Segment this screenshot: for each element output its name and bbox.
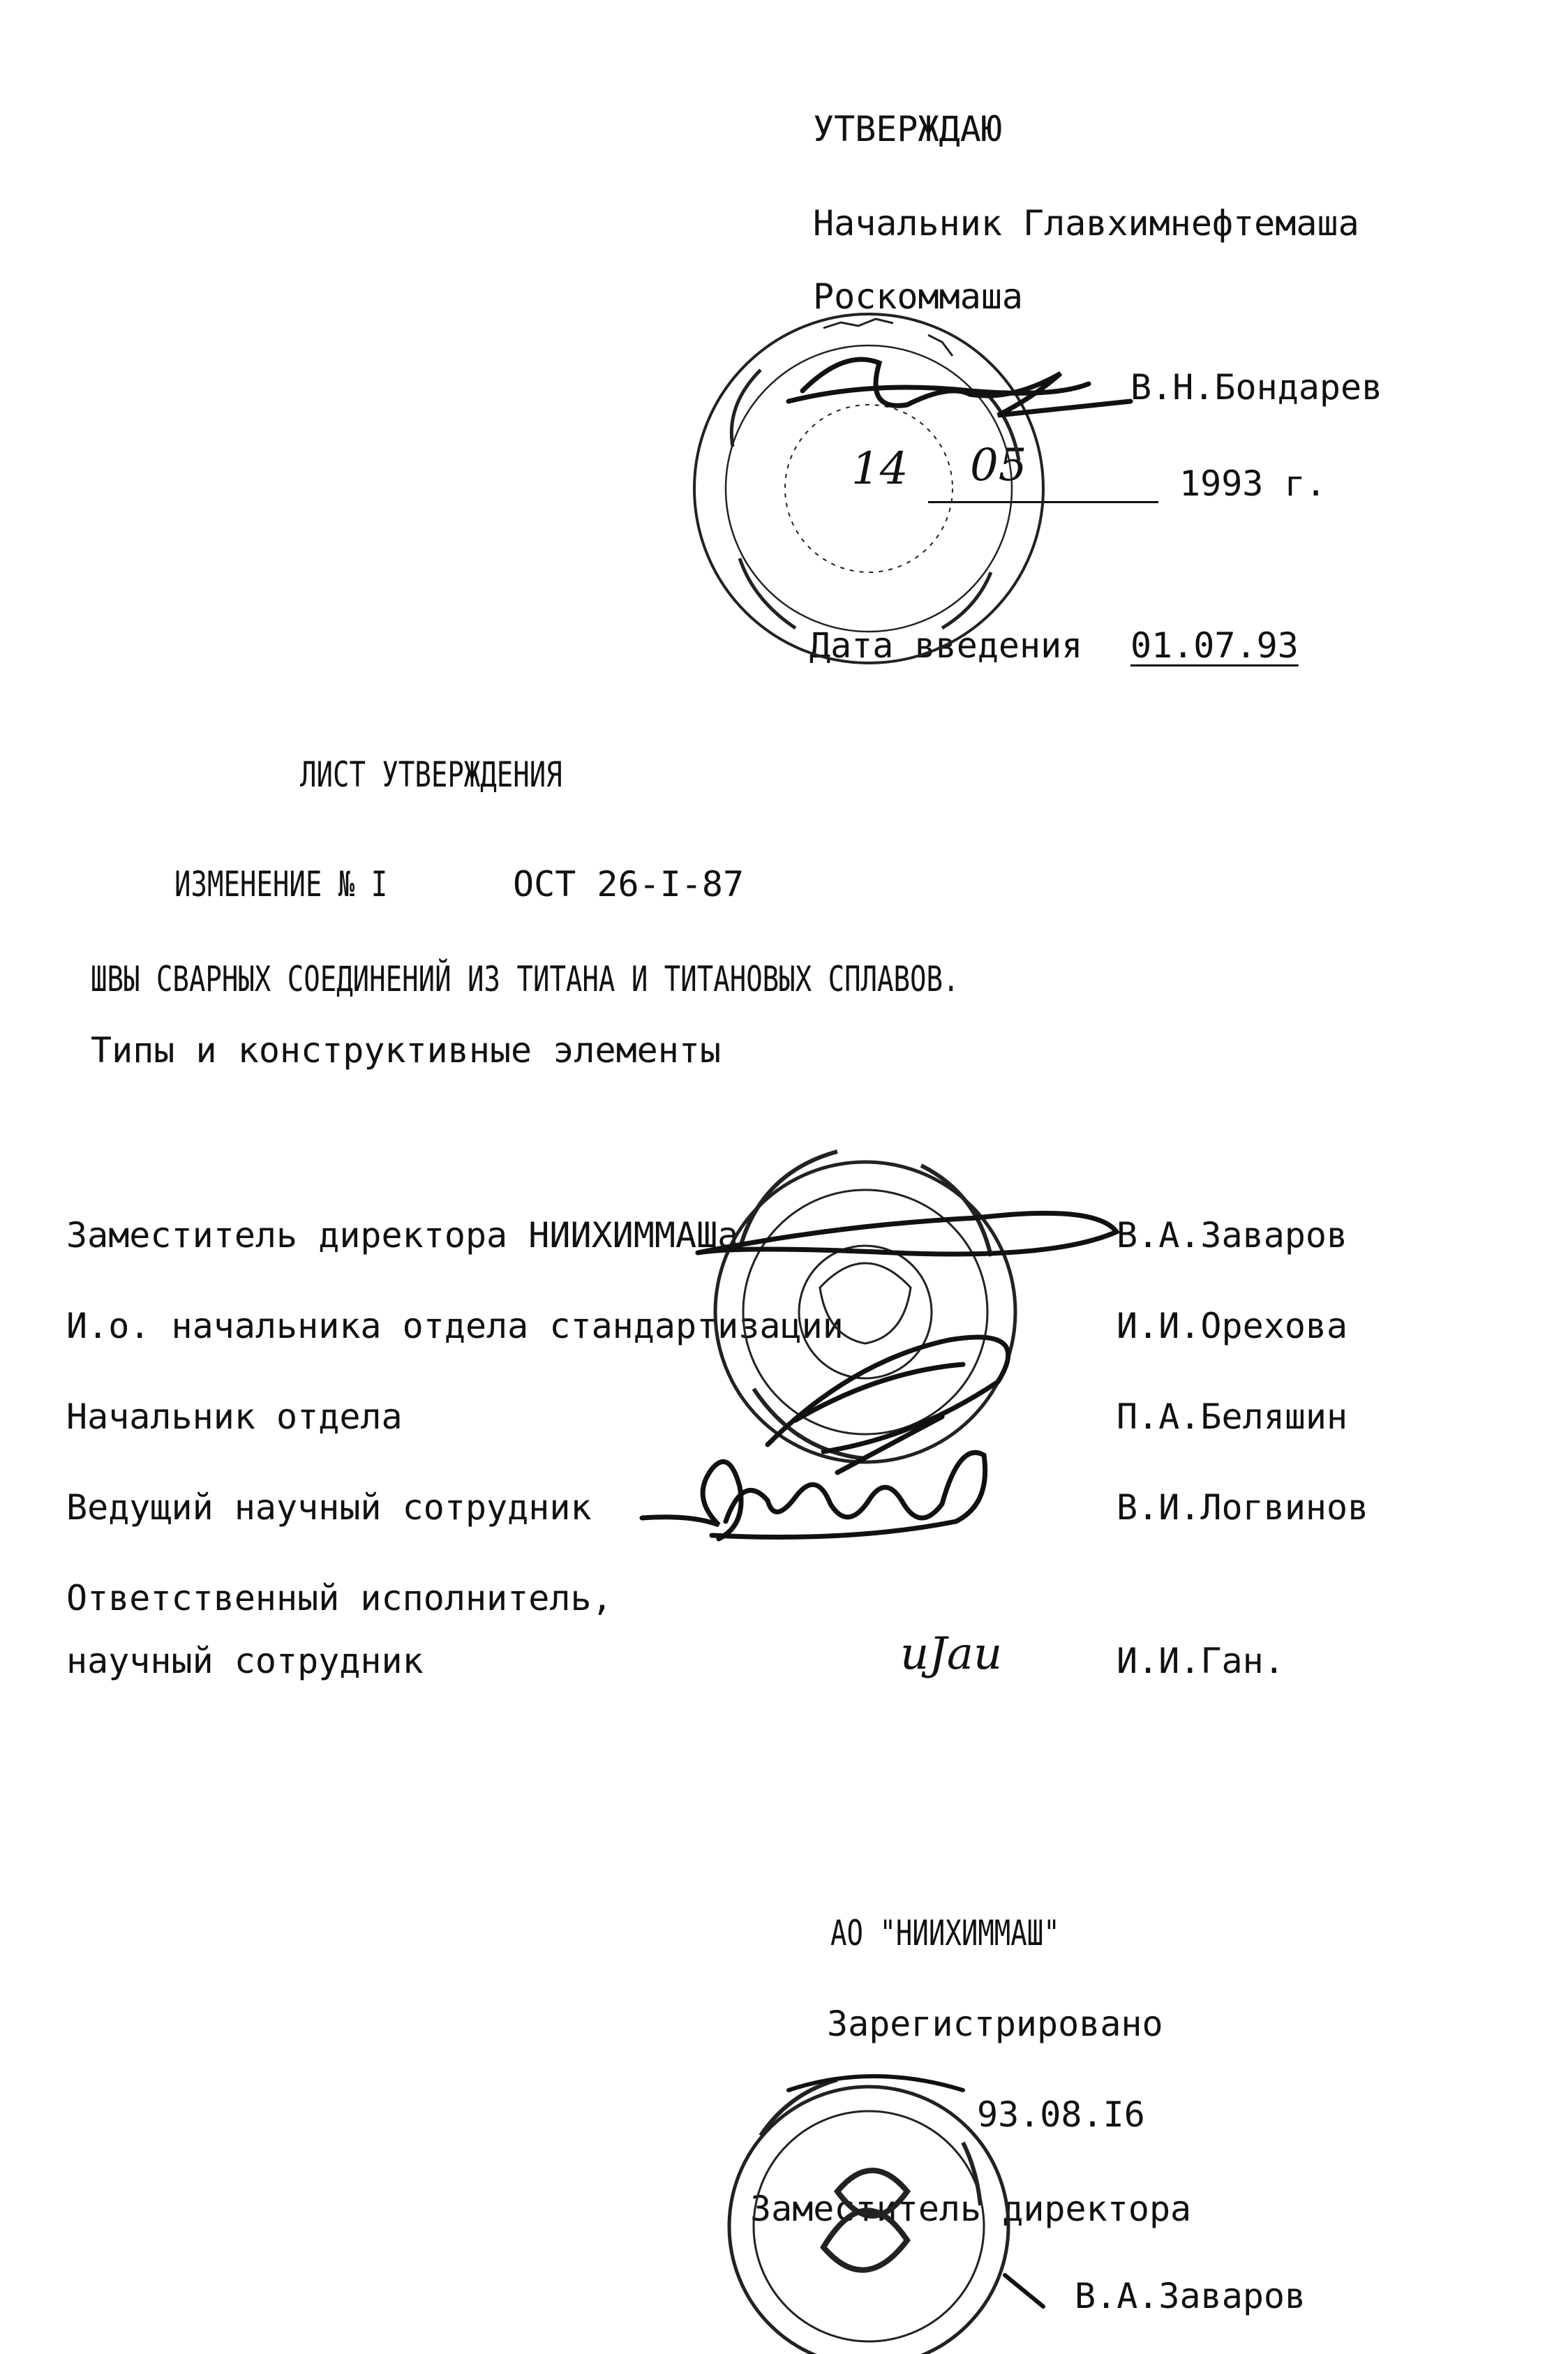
approval-year: 1993 г. [1179,463,1327,504]
approval-date-month: 05 [970,440,1027,491]
signatory-role: Заместитель директора НИИХИММАШа [66,1215,739,1256]
effective-date-label: Дата введения [809,625,1083,666]
approver-signature [789,359,1130,415]
lead-researcher-signature [642,1452,985,1539]
approval-position-line2: Роскоммаша [813,276,1024,317]
approval-date-day: 14 [851,443,909,495]
registration-org: АО "НИИХИММАШ" [830,1913,1060,1953]
signatory-name: П.А.Беляшин [1117,1396,1348,1437]
effective-date: 01.07.93 [1130,625,1299,666]
handwritten-signature: uJau [900,1628,1003,1680]
change-label: ИЗМЕНЕНИЕ № I [174,864,388,904]
approval-date-line [928,501,1158,503]
document-subtitle: Типы и конструктивные элементы [91,1030,722,1071]
registration-name: В.А.Заваров [1075,2276,1306,2316]
document-title: ШВЫ СВАРНЫХ СОЕДИНЕНИЙ ИЗ ТИТАНА И ТИТАНОВЫХ СПЛАВОВ. [91,959,960,999]
signatory-role: И.о. начальника отдела стандартизации [66,1306,844,1346]
signatory-name: В.И.Логвинов [1117,1487,1369,1528]
signatory-role-line2: научный сотрудник [66,1641,424,1681]
registration-date: 93.08.I6 [977,2094,1145,2135]
approver-name: В.Н.Бондарев [1130,367,1383,408]
standard-number: ОСТ 26-I-87 [513,864,745,904]
signatory-name: В.А.Заваров [1117,1215,1348,1256]
signatory-name: И.И.Ган. [1117,1641,1285,1681]
registration-position: Заместитель директора [750,2189,1192,2229]
registration-status: Зарегистрировано [827,2004,1163,2044]
signatory-role: Начальник отдела [66,1396,403,1437]
approval-heading: УТВЕРЖДАЮ [813,109,1002,149]
approval-position-line1: Начальник Главхимнефтемаша [813,203,1359,244]
sheet-title: ЛИСТ УТВЕРЖДЕНИЯ [300,754,562,795]
signatory-name: И.И.Орехова [1117,1306,1348,1346]
signatory-role: Ответственный исполнитель, [66,1578,613,1618]
signatory-role: Ведущий научный сотрудник [66,1487,592,1528]
